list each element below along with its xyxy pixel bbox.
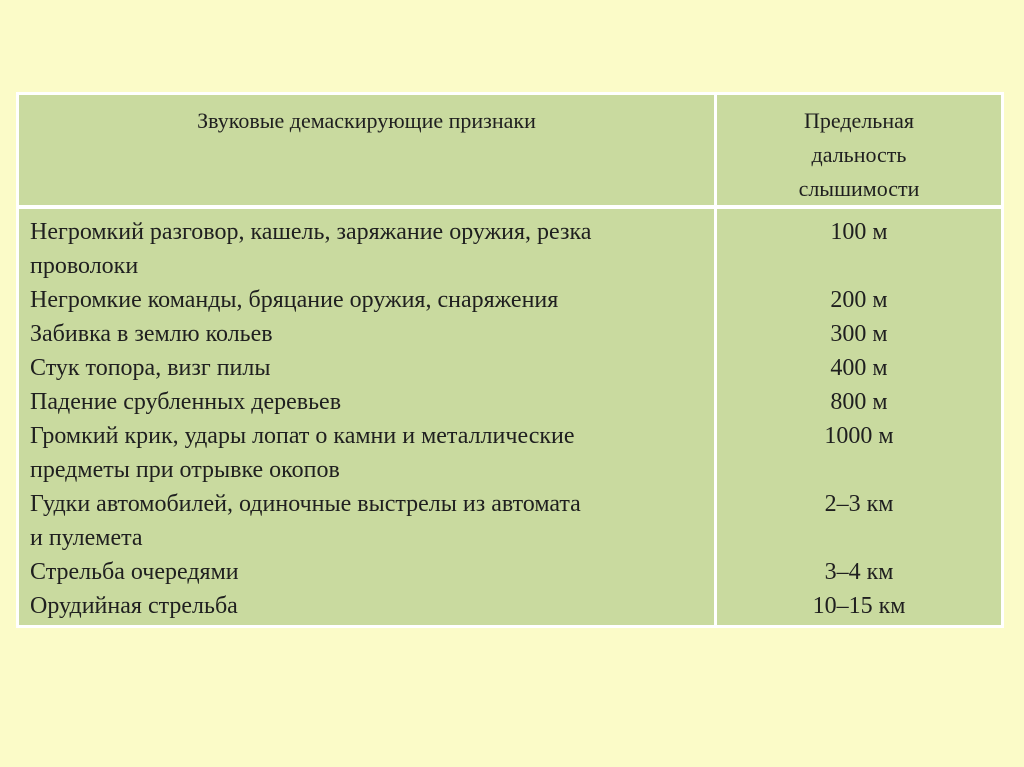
distance-value: 2–3 км	[824, 491, 894, 517]
header-distance	[717, 104, 1001, 206]
header-distance-line: слышимости	[798, 176, 920, 201]
distance-value: 3–4 км	[824, 559, 894, 585]
sign-row: Стрельба очередями	[30, 559, 239, 585]
distance-value: 800 м	[830, 389, 888, 415]
sign-row: и пулемета	[30, 525, 143, 551]
sign-row: проволоки	[30, 253, 139, 279]
sign-row: Падение срубленных деревьев	[30, 389, 342, 415]
distance-value	[717, 249, 1001, 283]
hearing-distance-table	[16, 92, 1004, 628]
distance-value: 200 м	[830, 287, 888, 313]
distance-value: 10–15 км	[812, 593, 906, 619]
sign-row: Негромкие команды, бряцание оружия, снаряжения	[30, 287, 559, 313]
sign-row: Забивка в землю кольев	[30, 321, 273, 347]
distance-value: 300 м	[830, 321, 888, 347]
distance-column	[717, 215, 1001, 623]
distance-value: 1000 м	[824, 423, 894, 449]
sign-row: Орудийная стрельба	[30, 593, 238, 619]
distance-value: 100 м	[830, 219, 888, 245]
signs-column	[30, 215, 710, 623]
header-distance-line: дальность	[811, 142, 907, 167]
header-signs: Звуковые демаскирующие признаки	[197, 108, 536, 133]
sign-row: предметы при отрывке окопов	[30, 457, 340, 483]
distance-value	[717, 453, 1001, 487]
sign-row: Гудки автомобилей, одиночные выстрелы из автомата	[30, 491, 581, 517]
sign-row: Стук топора, визг пилы	[30, 355, 271, 381]
header-distance-line: Предельная	[804, 108, 914, 133]
distance-value	[717, 521, 1001, 555]
sign-row: Громкий крик, удары лопат о камни и металлические	[30, 423, 575, 449]
distance-value: 400 м	[830, 355, 888, 381]
sign-row: Негромкий разговор, кашель, заряжание оружия, резка	[30, 219, 592, 245]
